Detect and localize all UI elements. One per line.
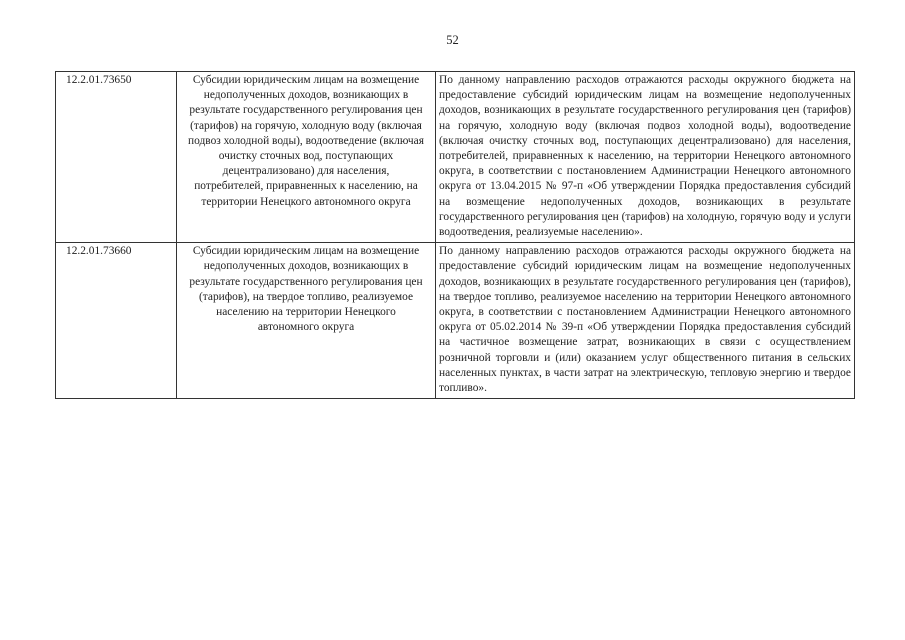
expense-description-cell: По данному направлению расходов отражаются расходы окружного бюджета на предоставление субсидий юридическим лицам на возмещение недополученных доходов, возникающих в результате государственного регулирования цен (тарифов), на твердое топливо, реализуемое населению на территории Ненецкого автономного округа, в соответствии с постановлением Администрации Ненецкого автономного округа от 05.02.2014 № 39-п «Об утверждении Порядка предоставления субсидий на частичное возмещение затрат, возникающих в связи с осуществлением розничной торговли и (или) оказанием услуг общественного питания в сельских населенных пунктах, в части затрат на электрическую, тепловую энергию и твердое топливо». [436,243,855,399]
table-row [56,243,855,399]
table-row [56,72,855,243]
budget-code-cell: 12.2.01.73660 [56,243,177,399]
budget-code-cell: 12.2.01.73650 [56,72,177,243]
page-number: 52 [446,33,459,47]
budget-table [55,71,855,399]
expense-name-cell: Субсидии юридическим лицам на возмещение недополученных доходов, возникающих в результате государственного регулирования цен (тарифов), на твердое топливо, реализуемое населению на территории Ненецкого автономного округа [177,243,436,399]
expense-name-cell: Субсидии юридическим лицам на возмещение недополученных доходов, возникающих в результате государственного регулирования цен (тарифов) на горячую, холодную воду (включая подвоз холодной воды), водоотведение (включая очистку сточных вод, поступающих децентрализовано) для населения, потребителей, приравненных к населению, на территории Ненецкого автономного округа [177,72,436,243]
expense-description-cell: По данному направлению расходов отражаются расходы окружного бюджета на предоставление субсидий юридическим лицам на возмещение недополученных доходов, возникающих в результате государственного регулирования цен (тарифов) на горячую, холодную воду (включая подвоз холодной воды), водоотведение (включая очистку сточных вод, поступающих децентрализовано) для населения, потребителей, приравненных к населению, на территории Ненецкого автономного округа, в соответствии с постановлением Администрации Ненецкого автономного округа от 13.04.2015 № 97-п «Об утверждении Порядка предоставления субсидий на возмещение недополученных доходов, возникающих в результате государственного регулирования цен (тарифов) на холодную, горячую воду и услуги водоотведения, реализуемые населению». [436,72,855,243]
